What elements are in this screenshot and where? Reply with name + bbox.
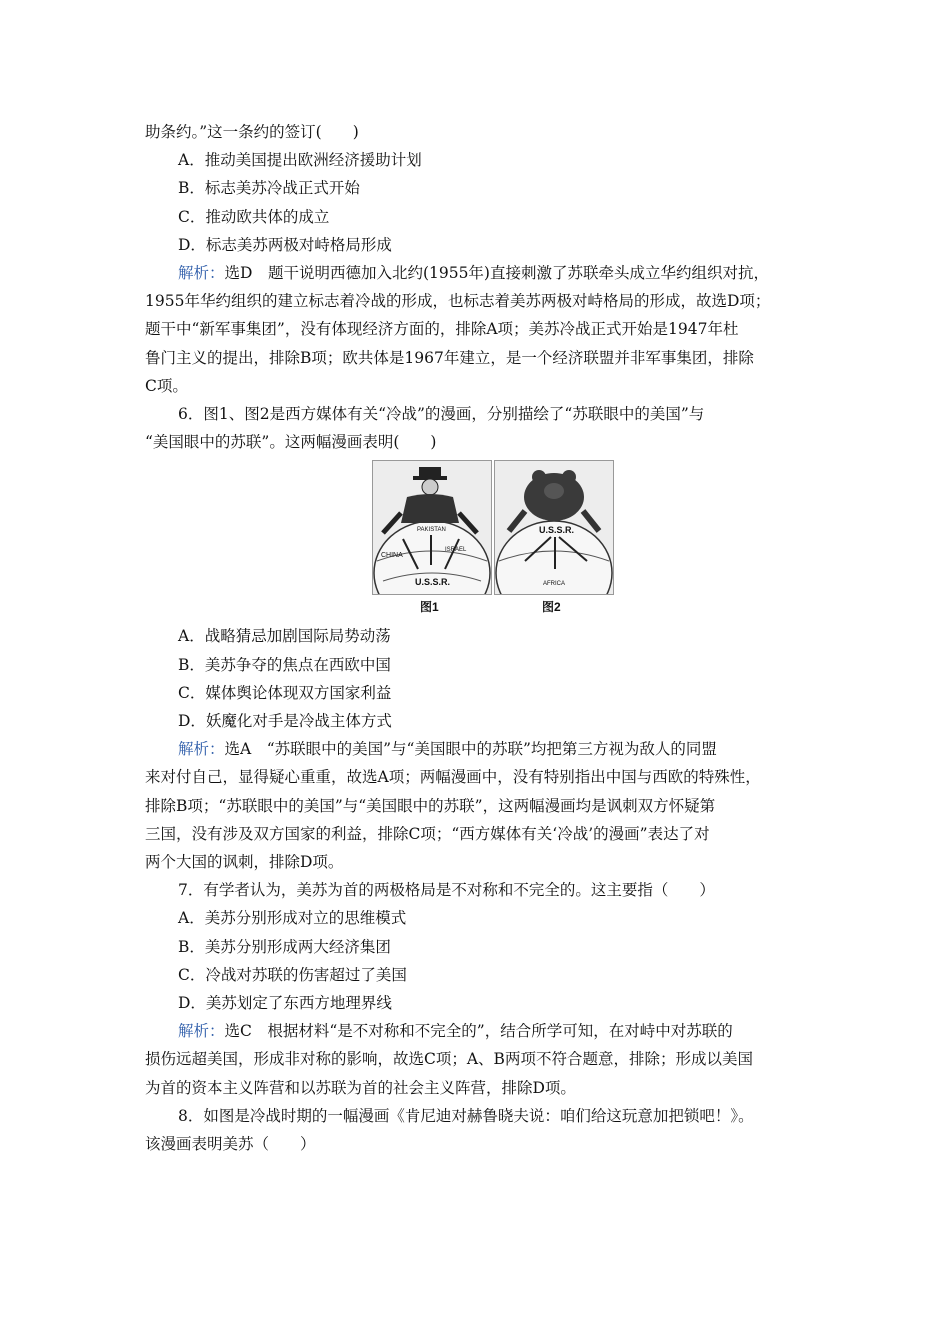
q6-analysis-line-4: 三国，没有涉及双方国家的利益，排除C项；“西方媒体有关‘冷战’的漫画”表达了对 bbox=[145, 824, 710, 843]
q6-analysis-line-2: 来对付自己，显得疑心重重，故选A项；两幅漫画中，没有特别指出中国与西欧的特殊性， bbox=[145, 768, 761, 787]
q7-option-c: C．冷战对苏联的伤害超过了美国 bbox=[178, 965, 407, 984]
q7-option-d: D．美苏划定了东西方地理界线 bbox=[178, 994, 392, 1013]
figure-2-caption: 图2 bbox=[542, 600, 561, 615]
q5-option-a: A．推动美国提出欧洲经济援助计划 bbox=[178, 151, 422, 170]
q8-stem-line-2: 该漫画表明美苏（ ） bbox=[145, 1135, 316, 1154]
svg-text:U.S.S.R.: U.S.S.R. bbox=[415, 577, 451, 588]
cartoon-bear-image bbox=[494, 460, 614, 595]
q6-stem-line-2: “美国眼中的苏联”。这两幅漫画表明( ) bbox=[145, 433, 437, 452]
q5-analysis-line-2: 1955年华约组织的建立标志着冷战的形成，也标志着美苏两极对峙格局的形成，故选D项； bbox=[145, 292, 771, 311]
svg-text:PAKISTAN: PAKISTAN bbox=[417, 527, 446, 534]
q6-option-a: A．战略猜忌加剧国际局势动荡 bbox=[178, 627, 391, 646]
svg-text:ISRAEL: ISRAEL bbox=[445, 547, 467, 554]
q5-analysis-line-1: 解析：选D 题干说明西德加入北约(1955年)直接刺激了苏联牵头成立华约组织对抗， bbox=[178, 264, 769, 283]
q7-stem: 7．有学者认为，美苏为首的两极格局是不对称和不完全的。这主要指（ ） bbox=[178, 881, 715, 900]
q6-analysis-label: 解析： bbox=[178, 740, 225, 759]
q5-option-b: B．标志美苏冷战正式开始 bbox=[178, 179, 360, 198]
cartoon-uncle-sam-image bbox=[372, 460, 492, 595]
uncle-sam-globe-illustration bbox=[373, 461, 491, 594]
q6-option-d: D．妖魔化对手是冷战主体方式 bbox=[178, 712, 392, 731]
q5-option-d: D．标志美苏两极对峙格局形成 bbox=[178, 235, 392, 254]
cartoon-figure bbox=[372, 460, 612, 620]
q6-option-c: C．媒体舆论体现双方国家利益 bbox=[178, 683, 392, 702]
q7-analysis-line-2: 损伤远超美国，形成非对称的影响，故选C项；A、B两项不符合题意，排除；形成以美国 bbox=[145, 1050, 753, 1069]
figure-1-caption: 图1 bbox=[420, 600, 439, 615]
q5-option-c: C．推动欧共体的成立 bbox=[178, 207, 330, 226]
q7-analysis-line-3: 为首的资本主义阵营和以苏联为首的社会主义阵营，排除D项。 bbox=[145, 1078, 576, 1097]
q6-option-b: B．美苏争夺的焦点在西欧中国 bbox=[178, 655, 391, 674]
q6-analysis-line-5: 两个大国的讽刺，排除D项。 bbox=[145, 853, 344, 872]
q7-analysis-line-1: 解析：选C 根据材料“是不对称和不完全的”，结合所学可知，在对峙中对苏联的 bbox=[178, 1022, 733, 1041]
svg-text:CHINA: CHINA bbox=[381, 552, 403, 560]
q6-analysis-line-1: 解析：选A “苏联眼中的美国”与“美国眼中的苏联”均把第三方视为敌人的同盟 bbox=[178, 740, 717, 759]
svg-text:U.S.S.R.: U.S.S.R. bbox=[539, 525, 575, 536]
document-page bbox=[145, 118, 820, 1158]
q7-option-b: B．美苏分别形成两大经济集团 bbox=[178, 937, 391, 956]
q6-stem-line-1: 6．图1、图2是西方媒体有关“冷战”的漫画，分别描绘了“苏联眼中的美国”与 bbox=[178, 405, 705, 424]
q5-analysis-line-4: 鲁门主义的提出，排除B项；欧共体是1967年建立，是一个经济联盟并非军事集团，排除 bbox=[145, 348, 754, 367]
q6-analysis-line-3: 排除B项；“苏联眼中的美国”与“美国眼中的苏联”，这两幅漫画均是讽刺双方怀疑第 bbox=[145, 796, 716, 815]
q5-stem-tail: 助条约。”这一条约的签订( ) bbox=[145, 123, 359, 141]
svg-text:AFRICA: AFRICA bbox=[543, 581, 566, 588]
q7-analysis-label: 解析： bbox=[178, 1022, 225, 1041]
bear-globe-illustration bbox=[495, 461, 613, 594]
q5-analysis-label: 解析： bbox=[178, 264, 225, 283]
q5-analysis-line-3: 题干中“新军事集团”，没有体现经济方面的，排除A项；美苏冷战正式开始是1947年杜 bbox=[145, 320, 739, 339]
q7-option-a: A．美苏分别形成对立的思维模式 bbox=[178, 909, 407, 928]
q8-stem-line-1: 8．如图是冷战时期的一幅漫画《肯尼迪对赫鲁晓夫说：咱们给这玩意加把锁吧！》。 bbox=[178, 1106, 754, 1125]
q5-analysis-line-5: C项。 bbox=[145, 376, 188, 395]
